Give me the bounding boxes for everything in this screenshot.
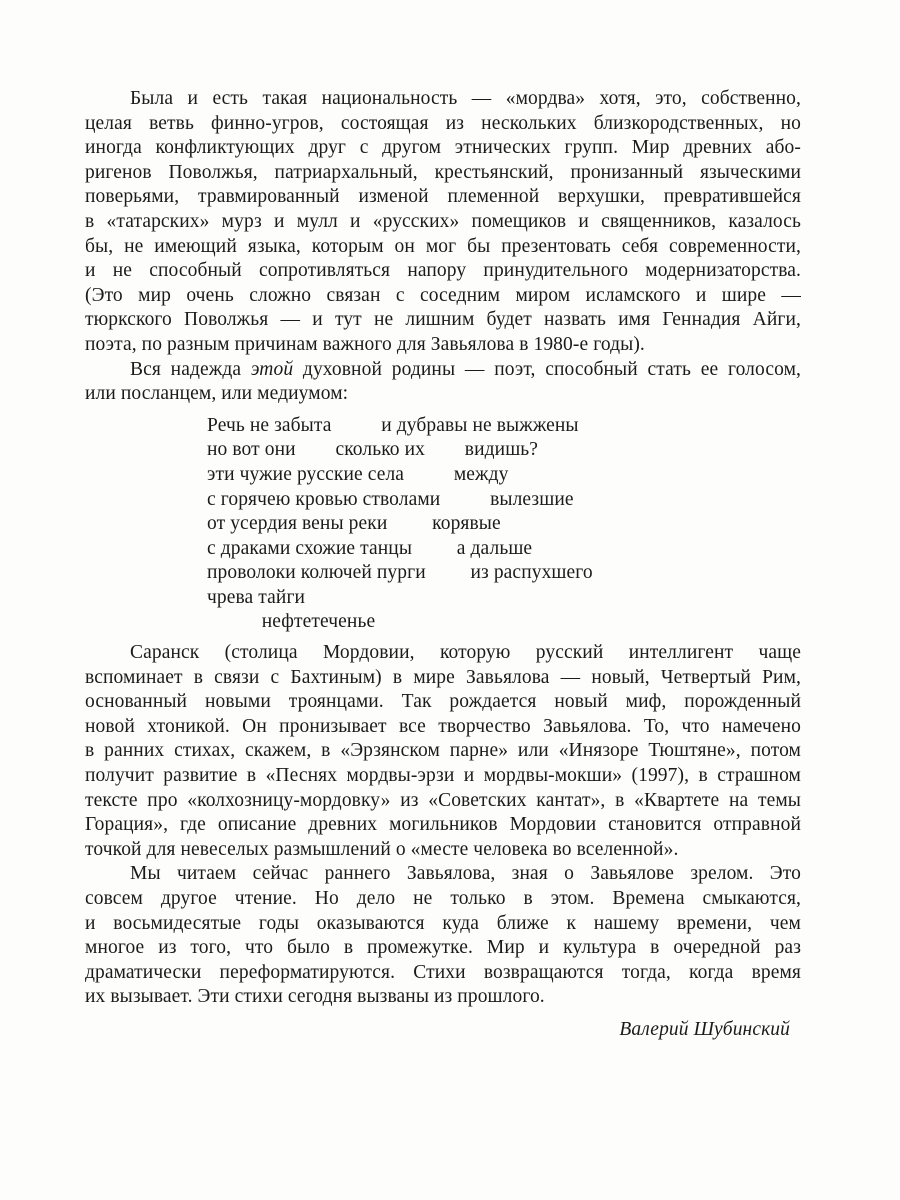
text-line: [85, 862, 801, 887]
text-segment: получит развитие в «Песнях мордвы-эрзи и мордвы-мокши» (1997), в страшном: [85, 765, 801, 787]
text-segment: их вызывает. Эти стихи сегодня вызваны из прошлого.: [85, 986, 545, 1008]
page-content: [85, 87, 801, 1043]
text-line: [85, 690, 801, 715]
poem-line: нефтетеченье: [207, 611, 376, 633]
text-line: [85, 136, 801, 161]
text-segment: и восьмидесятые годы оказываются куда ближе к нашему времени, чем: [85, 912, 801, 934]
text-segment: в «татарских» мурз и мулл и «русских» помещиков и священников, казалось: [85, 210, 801, 232]
poem-line: с драками схожие танцы а дальше: [207, 537, 533, 559]
text-segment: тексте про «колхозницу-мордовку» из «Советских кантат», в «Квартете на темы: [85, 789, 801, 811]
text-line: [85, 358, 801, 383]
text-line: [85, 284, 801, 309]
poem-line: Речь не забыта и дубравы не выжжены: [207, 414, 579, 436]
text-line: [85, 887, 801, 912]
text-segment: в ранних стихах, скажем, в «Эрзянском парне» или «Инязоре Тюштяне», потом: [85, 740, 801, 762]
poem-line: чрева тайги: [207, 586, 306, 608]
text-segment: ригенов Поволжья, патриархальный, крестьянский, пронизанный языческими: [85, 161, 801, 183]
text-segment: иногда конфликтующих друг с другом этнических групп. Мир древних або-: [85, 137, 801, 159]
text-segment: и не способный сопротивляться напору принудительного модернизаторства.: [85, 260, 801, 282]
text-line: [85, 813, 801, 838]
text-line: [85, 87, 801, 112]
poem-block: [85, 414, 801, 635]
text-segment: многое из того, что было в промежутке. Мир и культура в очередной раз: [85, 937, 801, 959]
text-segment: поэта, по разным причинам важного для Завьялова в 1980-е годы).: [85, 333, 645, 355]
text-line: [85, 715, 801, 740]
text-line: [85, 259, 801, 284]
text-segment: поверьями, травмированный изменой племенной верхушки, превратившейся: [85, 186, 801, 208]
text-segment: тюркского Поволжья — и тут не лишним будет назвать имя Геннадия Айги,: [85, 309, 801, 331]
paragraph: [85, 641, 801, 862]
text-segment: или посланцем, или медиумом:: [85, 383, 349, 405]
text-line: [85, 333, 801, 358]
text-line: [85, 235, 801, 260]
text-segment: вспоминает в связи с Бахтиным) в мире Завьялова — новый, Четвертый Рим,: [85, 666, 801, 688]
text-segment: совсем другое чтение. Но дело не только в этом. Времена смыкаются,: [85, 888, 801, 909]
text-line: [85, 985, 801, 1010]
poem-line: проволоки колючей пурги из распухшего: [207, 562, 593, 584]
text-segment: драматически переформатируются. Стихи возвращаются тогда, когда время: [85, 961, 801, 983]
text-line: [85, 185, 801, 210]
text-segment: (Это мир очень сложно связан с соседним миром исламского и шире —: [85, 284, 801, 306]
paragraph: [85, 87, 801, 358]
text-segment: целая ветвь финно-угров, состоящая из нескольких близкородственных, но: [85, 112, 801, 134]
text-line: [85, 739, 801, 764]
italic-text: этой: [250, 358, 294, 380]
text-segment: Мы читаем сейчас раннего Завьялова, зная о Завьялове зрелом. Это: [130, 863, 801, 885]
poem-line: от усердия вены реки корявые: [207, 513, 501, 535]
paragraph: [85, 358, 801, 407]
text-line: [85, 382, 801, 407]
text-line: [85, 210, 801, 235]
text-line: [85, 161, 801, 186]
text-segment: основанный новыми троянцами. Так рождается новый миф, порожденный: [85, 691, 801, 713]
paragraph: [85, 862, 801, 1010]
poem-line: эти чужие русские села между: [207, 463, 509, 485]
poem-line: с горячею кровью стволами вылезшие: [207, 488, 574, 510]
author-signature: [85, 1018, 801, 1043]
text-line: [85, 641, 801, 666]
text-segment: Горация», где описание древних могильников Мордовии становится отправной: [85, 814, 801, 836]
text-line: [85, 308, 801, 333]
text-segment: точкой для невеселых размышлений о «месте человека во вселенной».: [85, 838, 679, 860]
text-segment: Вся надежда: [130, 358, 251, 380]
text-segment: Саранск (столица Мордовии, которую русский интеллигент чаще: [130, 642, 801, 664]
text-line: [85, 912, 801, 937]
text-segment: духовной родины — поэт, способный стать ее голосом,: [293, 358, 801, 380]
text-line: [85, 764, 801, 789]
text-line: [85, 112, 801, 137]
text-line: [85, 666, 801, 691]
poem-line: но вот они сколько их видишь?: [207, 439, 539, 461]
text-line: [85, 838, 801, 863]
text-line: [85, 936, 801, 961]
author-name: Валерий Шубинский: [619, 1018, 790, 1040]
text-line: [85, 961, 801, 986]
text-line: [85, 789, 801, 814]
text-segment: бы, не имеющий языка, которым он мог бы презентовать себя современности,: [85, 235, 801, 257]
text-segment: Была и есть такая национальность — «мордва» хотя, это, собственно,: [130, 88, 801, 109]
text-segment: новой хтоникой. Он пронизывает все творчество Завьялова. То, что намечено: [85, 715, 801, 737]
